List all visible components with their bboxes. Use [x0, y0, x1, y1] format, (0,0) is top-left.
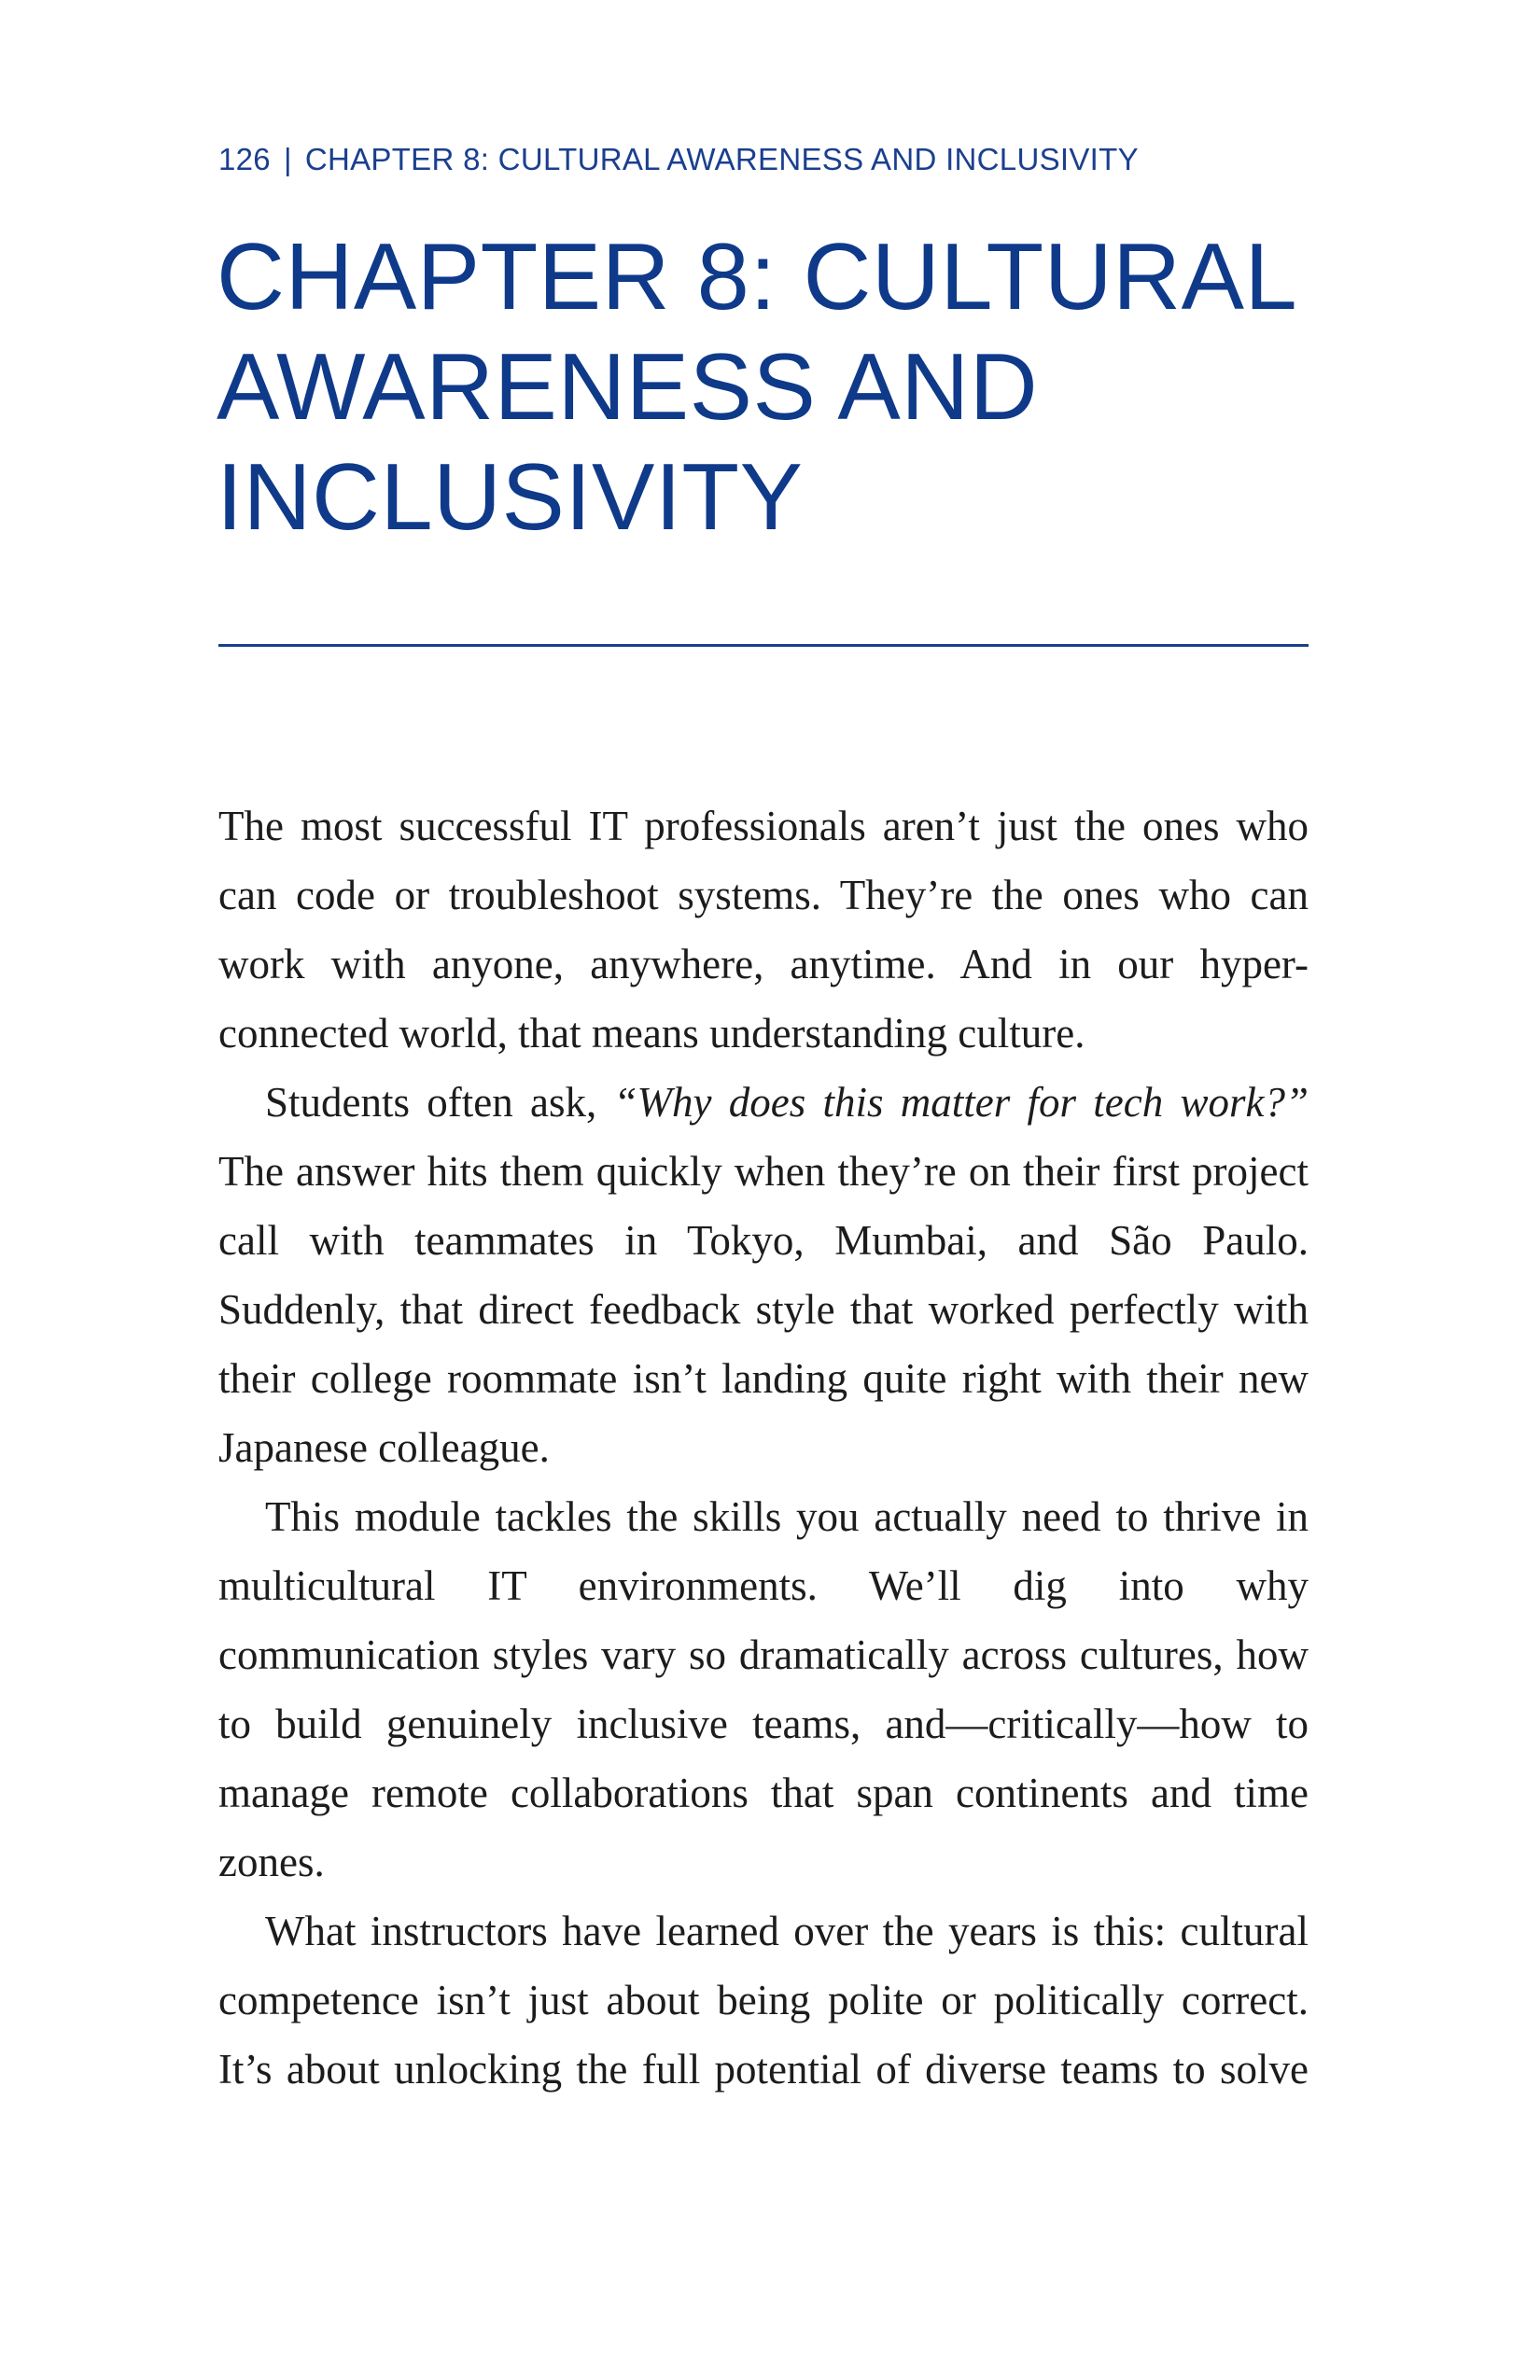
paragraph-1: The most successful IT professionals aren’t just the ones who can code or troubleshoot systems. They’re the ones who can work with anyone, anywhere, anytime. And in our hyper-connected world, that means understanding culture. — [218, 803, 1309, 1057]
paragraph-2-rest: The answer hits them quickly when they’re on their first project call with teammates in Tokyo, Mumbai, and São Paulo. Suddenly, that direct feedback style that worked perfectly with their college roommate isn’t landing quite right with their new Japanese colleague. — [218, 1148, 1309, 1471]
running-header — [218, 142, 1139, 177]
title-divider — [218, 644, 1309, 647]
body-text — [218, 791, 1309, 2104]
header-separator: | — [283, 142, 292, 176]
paragraph-3: This module tackles the skills you actually need to thrive in multicultural IT environments. We’ll dig into why communication styles vary so dramatically across cultures, how to build genuinely inclusive teams, and—critically—how to manage remote collaborations that span continents and time zones. — [218, 1493, 1309, 1885]
page-number: 126 — [218, 142, 271, 176]
running-title: CHAPTER 8: CULTURAL AWARENESS AND INCLUSIVITY — [304, 142, 1139, 176]
paragraph-4: What instructors have learned over the years is this: cultural competence isn’t just about being polite or politically correct. It’s about unlocking the full potential of diverse teams to solve — [218, 1908, 1309, 2093]
chapter-title: CHAPTER 8: CULTURAL AWARENESS AND INCLUSIVITY — [217, 225, 1295, 550]
paragraph-2 — [218, 1068, 1309, 1482]
paragraph-2-quote: “Why does this matter for tech work?” — [613, 1079, 1309, 1126]
paragraph-2-lead: Students often ask, — [265, 1079, 614, 1126]
